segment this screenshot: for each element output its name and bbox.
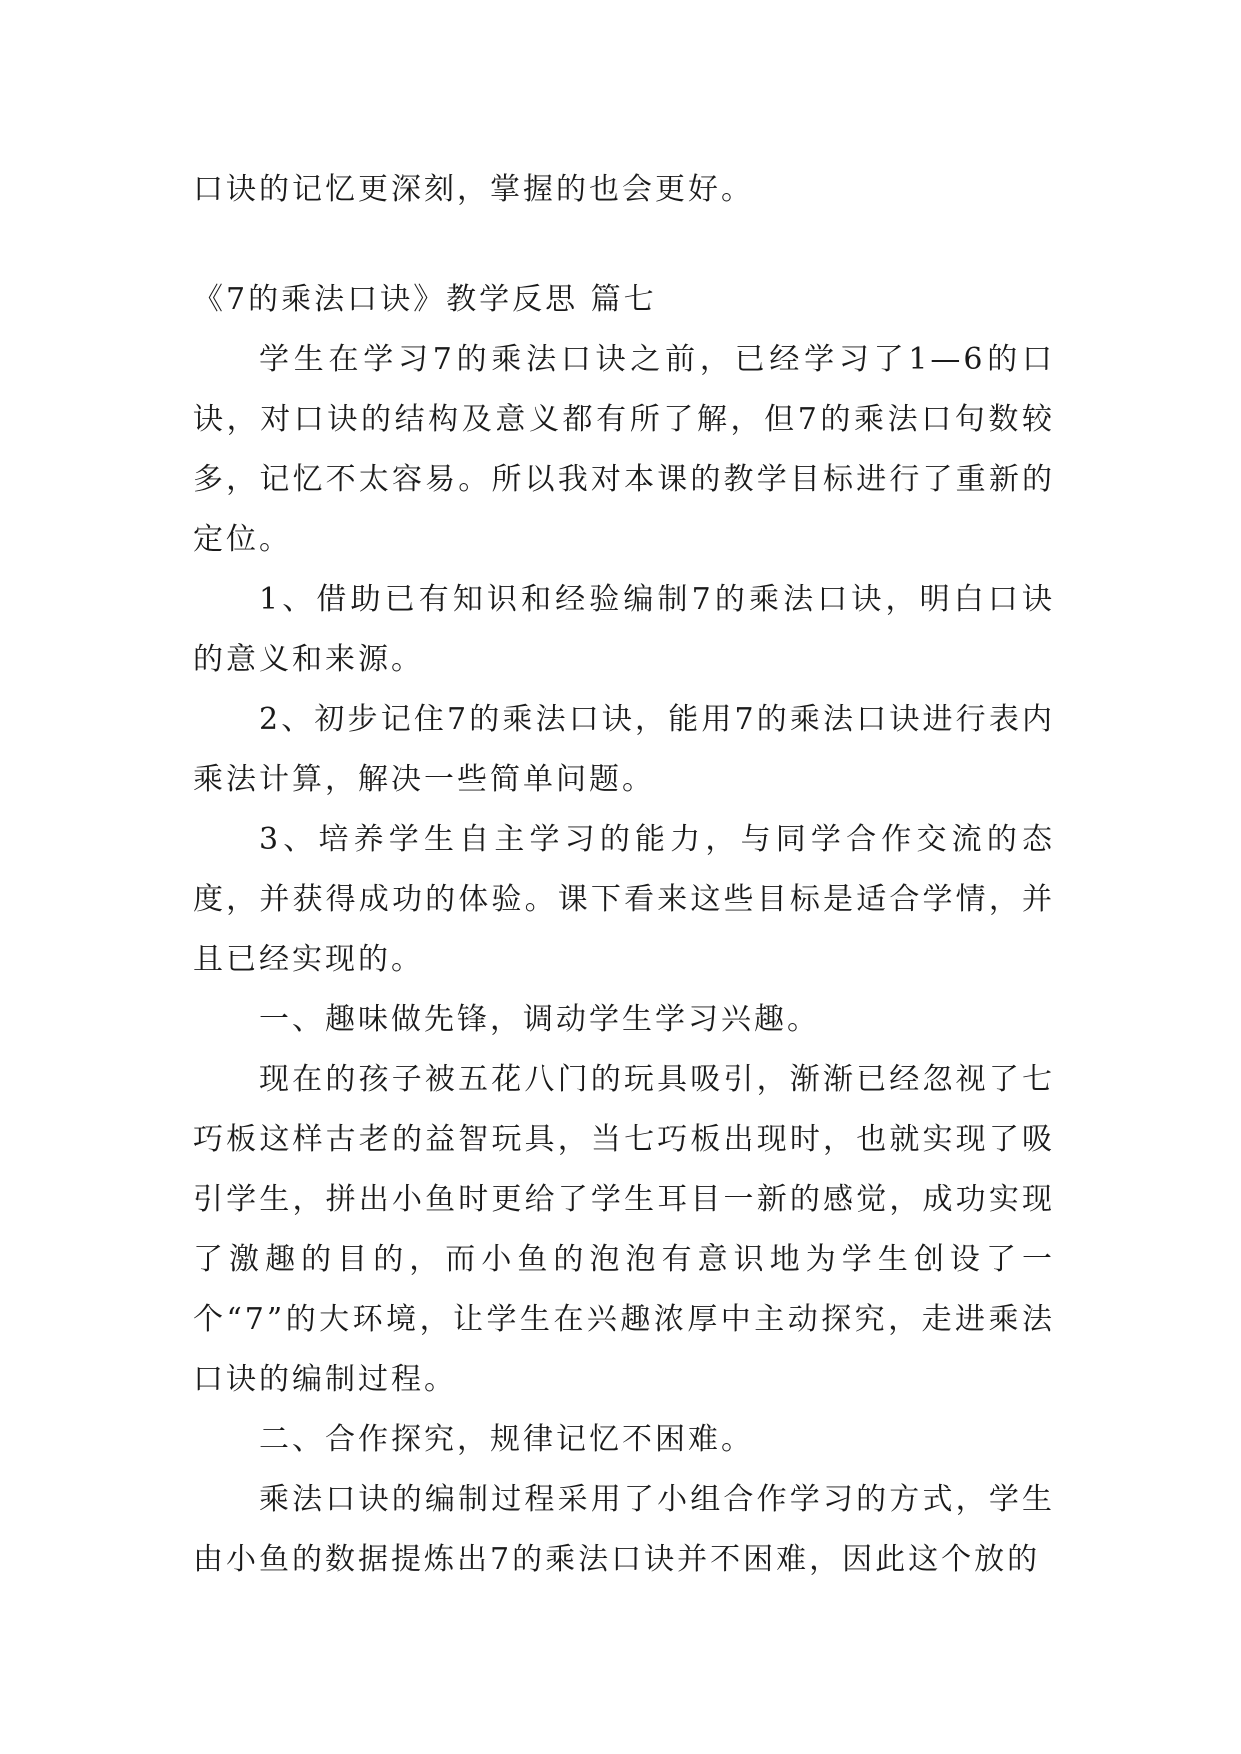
section-title: 《7的乘法口诀》教学反思 篇七 [193, 282, 657, 317]
paragraph-goal-2: 2、初步记住7的乘法口诀，能用7的乘法口诀进行表内乘法计算，解决一些简单问题。 [193, 702, 1055, 797]
paragraph-heading-1: 一、趣味做先锋，调动学生学习兴趣。 [259, 1002, 820, 1037]
paragraph-heading-2: 二、合作探究，规律记忆不困难。 [259, 1422, 754, 1457]
paragraph-goal-1: 1、借助已有知识和经验编制7的乘法口诀，明白口诀的意义和来源。 [193, 582, 1055, 677]
paragraph-goal-3: 3、培养学生自主学习的能力，与同学合作交流的态度，并获得成功的体验。课下看来这些目标是适合学情，并且已经实现的。 [193, 822, 1055, 977]
paragraph-intro: 学生在学习7的乘法口诀之前，已经学习了1—6的口诀，对口诀的结构及意义都有所了解，但7的乘法口句数较多，记忆不太容易。所以我对本课的教学目标进行了重新的定位。 [193, 342, 1055, 557]
carryover-line: 口诀的记忆更深刻，掌握的也会更好。 [193, 172, 754, 207]
paragraph-cooperation: 乘法口诀的编制过程采用了小组合作学习的方式，学生由小鱼的数据提炼出7的乘法口诀并不困难，因此这个放的 [193, 1482, 1055, 1577]
paragraph-interest: 现在的孩子被五花八门的玩具吸引，渐渐已经忽视了七巧板这样古老的益智玩具，当七巧板出现时，也就实现了吸引学生，拼出小鱼时更给了学生耳目一新的感觉，成功实现了激趣的目的，而小鱼的泡泡有意识地为学生创设了一个“7”的大环境，让学生在兴趣浓厚中主动探究，走进乘法口诀的编制过程。 [193, 1062, 1055, 1397]
document-body [193, 160, 1055, 1590]
